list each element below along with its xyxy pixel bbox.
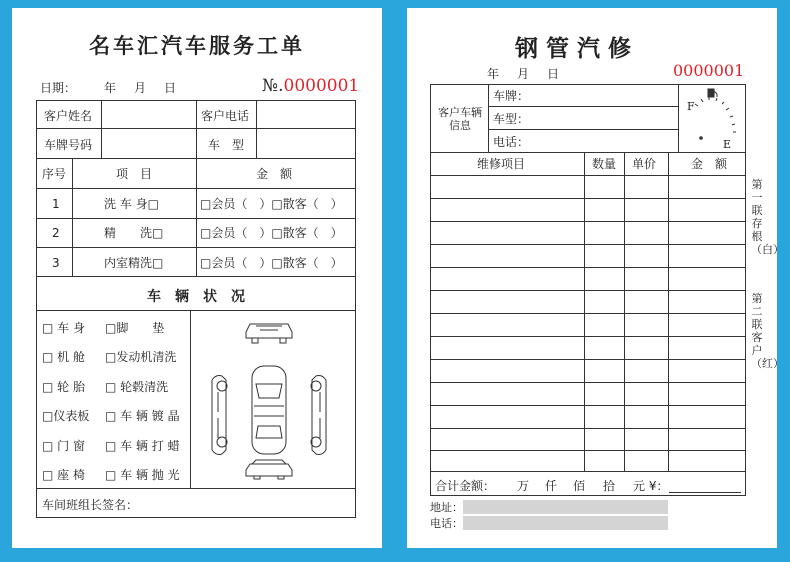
vehicle-status-title: 车 辆 状 况 (147, 289, 245, 305)
address-label: 地址： (430, 501, 463, 514)
table-row[interactable] (430, 267, 746, 268)
left-title: 名车汇汽车服务工单 (89, 33, 305, 58)
service-options[interactable]: □会员（ ）□散客（ ） (200, 256, 343, 270)
table-row[interactable] (430, 198, 746, 199)
car-model-label: 车 型 (208, 138, 245, 152)
date-label: 日期： (40, 81, 77, 95)
date-month: 月 (134, 81, 147, 95)
check-item[interactable]: □ 车 身 (42, 321, 85, 335)
check-item[interactable]: □ 机 舱 (42, 350, 85, 364)
table-row[interactable] (430, 336, 746, 337)
date-month: 月 (517, 67, 530, 81)
table-row[interactable] (430, 405, 746, 406)
plate-label: 车牌： (493, 89, 530, 103)
check-item[interactable]: □ 座 椅 (42, 468, 85, 482)
customer-phone-field[interactable] (257, 101, 355, 127)
gauge-empty-label: E (723, 138, 732, 151)
col-item-header: 维修项目 (477, 157, 526, 171)
check-item[interactable]: □脚 垫 (105, 321, 165, 335)
check-item[interactable]: □ 车 辆 打 蜡 (105, 439, 180, 453)
total-label: 合计金额： (435, 479, 496, 493)
order-number-value: 0000001 (283, 76, 360, 96)
address-field[interactable] (463, 500, 668, 514)
col-amount-header: 金 额 (691, 157, 728, 171)
total-unit: 元 ¥： (633, 479, 669, 493)
left-work-order (12, 8, 382, 548)
service-name[interactable]: 洗 车 身□ (104, 197, 159, 211)
col-price-header: 单价 (632, 157, 657, 171)
customer-info-label: 客户车辆信息 (438, 106, 482, 132)
right-title: 钢管汽修 (515, 35, 639, 62)
check-item[interactable]: □仪表板 (42, 409, 90, 423)
table-row[interactable] (430, 221, 746, 222)
table-row[interactable] (430, 313, 746, 314)
phone-label: 电话： (493, 135, 530, 149)
total-unit: 仟 (545, 479, 558, 493)
service-name[interactable]: 内室精洗□ (104, 256, 164, 270)
col-amount-header: 金 额 (256, 167, 293, 181)
service-options[interactable]: □会员（ ）□散客（ ） (200, 197, 343, 211)
car-model-field[interactable] (257, 129, 355, 157)
model-field[interactable] (527, 107, 677, 128)
phone2-field[interactable] (463, 516, 668, 530)
total-unit: 佰 (573, 479, 586, 493)
copy-label-stub: 第一联存根（白） (751, 178, 784, 256)
check-item[interactable]: □ 轮 胎 (42, 380, 85, 394)
service-index: 3 (52, 256, 60, 270)
order-number-prefix: №. (262, 76, 284, 96)
plate-number-field[interactable] (102, 129, 195, 157)
customer-phone-label: 客户电话 (201, 109, 250, 123)
plate-field[interactable] (527, 85, 677, 105)
total-unit: 万 (517, 479, 530, 493)
car-diagram-icon (204, 320, 334, 480)
model-label: 车型： (493, 112, 530, 126)
order-number-value: 0000001 (673, 61, 745, 80)
col-index-header: 序号 (42, 167, 67, 181)
copy-label-customer: 第二联客户（红） (751, 292, 784, 370)
total-amount-field[interactable] (669, 492, 741, 493)
table-row[interactable] (430, 382, 746, 383)
right-repair-order (407, 8, 784, 548)
service-index: 2 (52, 226, 60, 240)
table-row[interactable] (430, 290, 746, 291)
date-year: 年 (104, 81, 117, 95)
phone-field[interactable] (527, 130, 677, 151)
table-row[interactable] (430, 428, 746, 429)
signature-label: 车间班组长签名： (42, 498, 139, 512)
check-item[interactable]: □ 轮毂清洗 (105, 380, 169, 394)
col-qty-header: 数量 (592, 157, 617, 171)
service-name[interactable]: 精 洗□ (104, 226, 164, 240)
date-day: 日 (547, 67, 560, 81)
total-unit: 拾 (603, 479, 616, 493)
table-row[interactable] (430, 244, 746, 245)
fuel-gauge-icon[interactable] (681, 86, 743, 150)
check-item[interactable]: □ 车 辆 镀 晶 (105, 409, 180, 423)
order-number (262, 76, 359, 96)
service-options[interactable]: □会员（ ）□散客（ ） (200, 226, 343, 240)
check-item[interactable]: □发动机清洗 (105, 350, 177, 364)
customer-name-label: 客户姓名 (44, 109, 93, 123)
check-item[interactable]: □ 车 辆 抛 光 (105, 468, 180, 482)
col-item-header: 项 目 (116, 167, 153, 181)
date-year: 年 (487, 67, 500, 81)
table-row[interactable] (430, 450, 746, 451)
check-item[interactable]: □ 门 窗 (42, 439, 85, 453)
service-index: 1 (52, 197, 60, 211)
gauge-full-label: F (687, 100, 695, 113)
signature-field[interactable] (142, 490, 354, 516)
plate-number-label: 车牌号码 (44, 138, 93, 152)
table-row[interactable] (430, 359, 746, 360)
date-day: 日 (164, 81, 177, 95)
phone2-label: 电话： (430, 517, 463, 530)
customer-name-field[interactable] (102, 101, 195, 127)
